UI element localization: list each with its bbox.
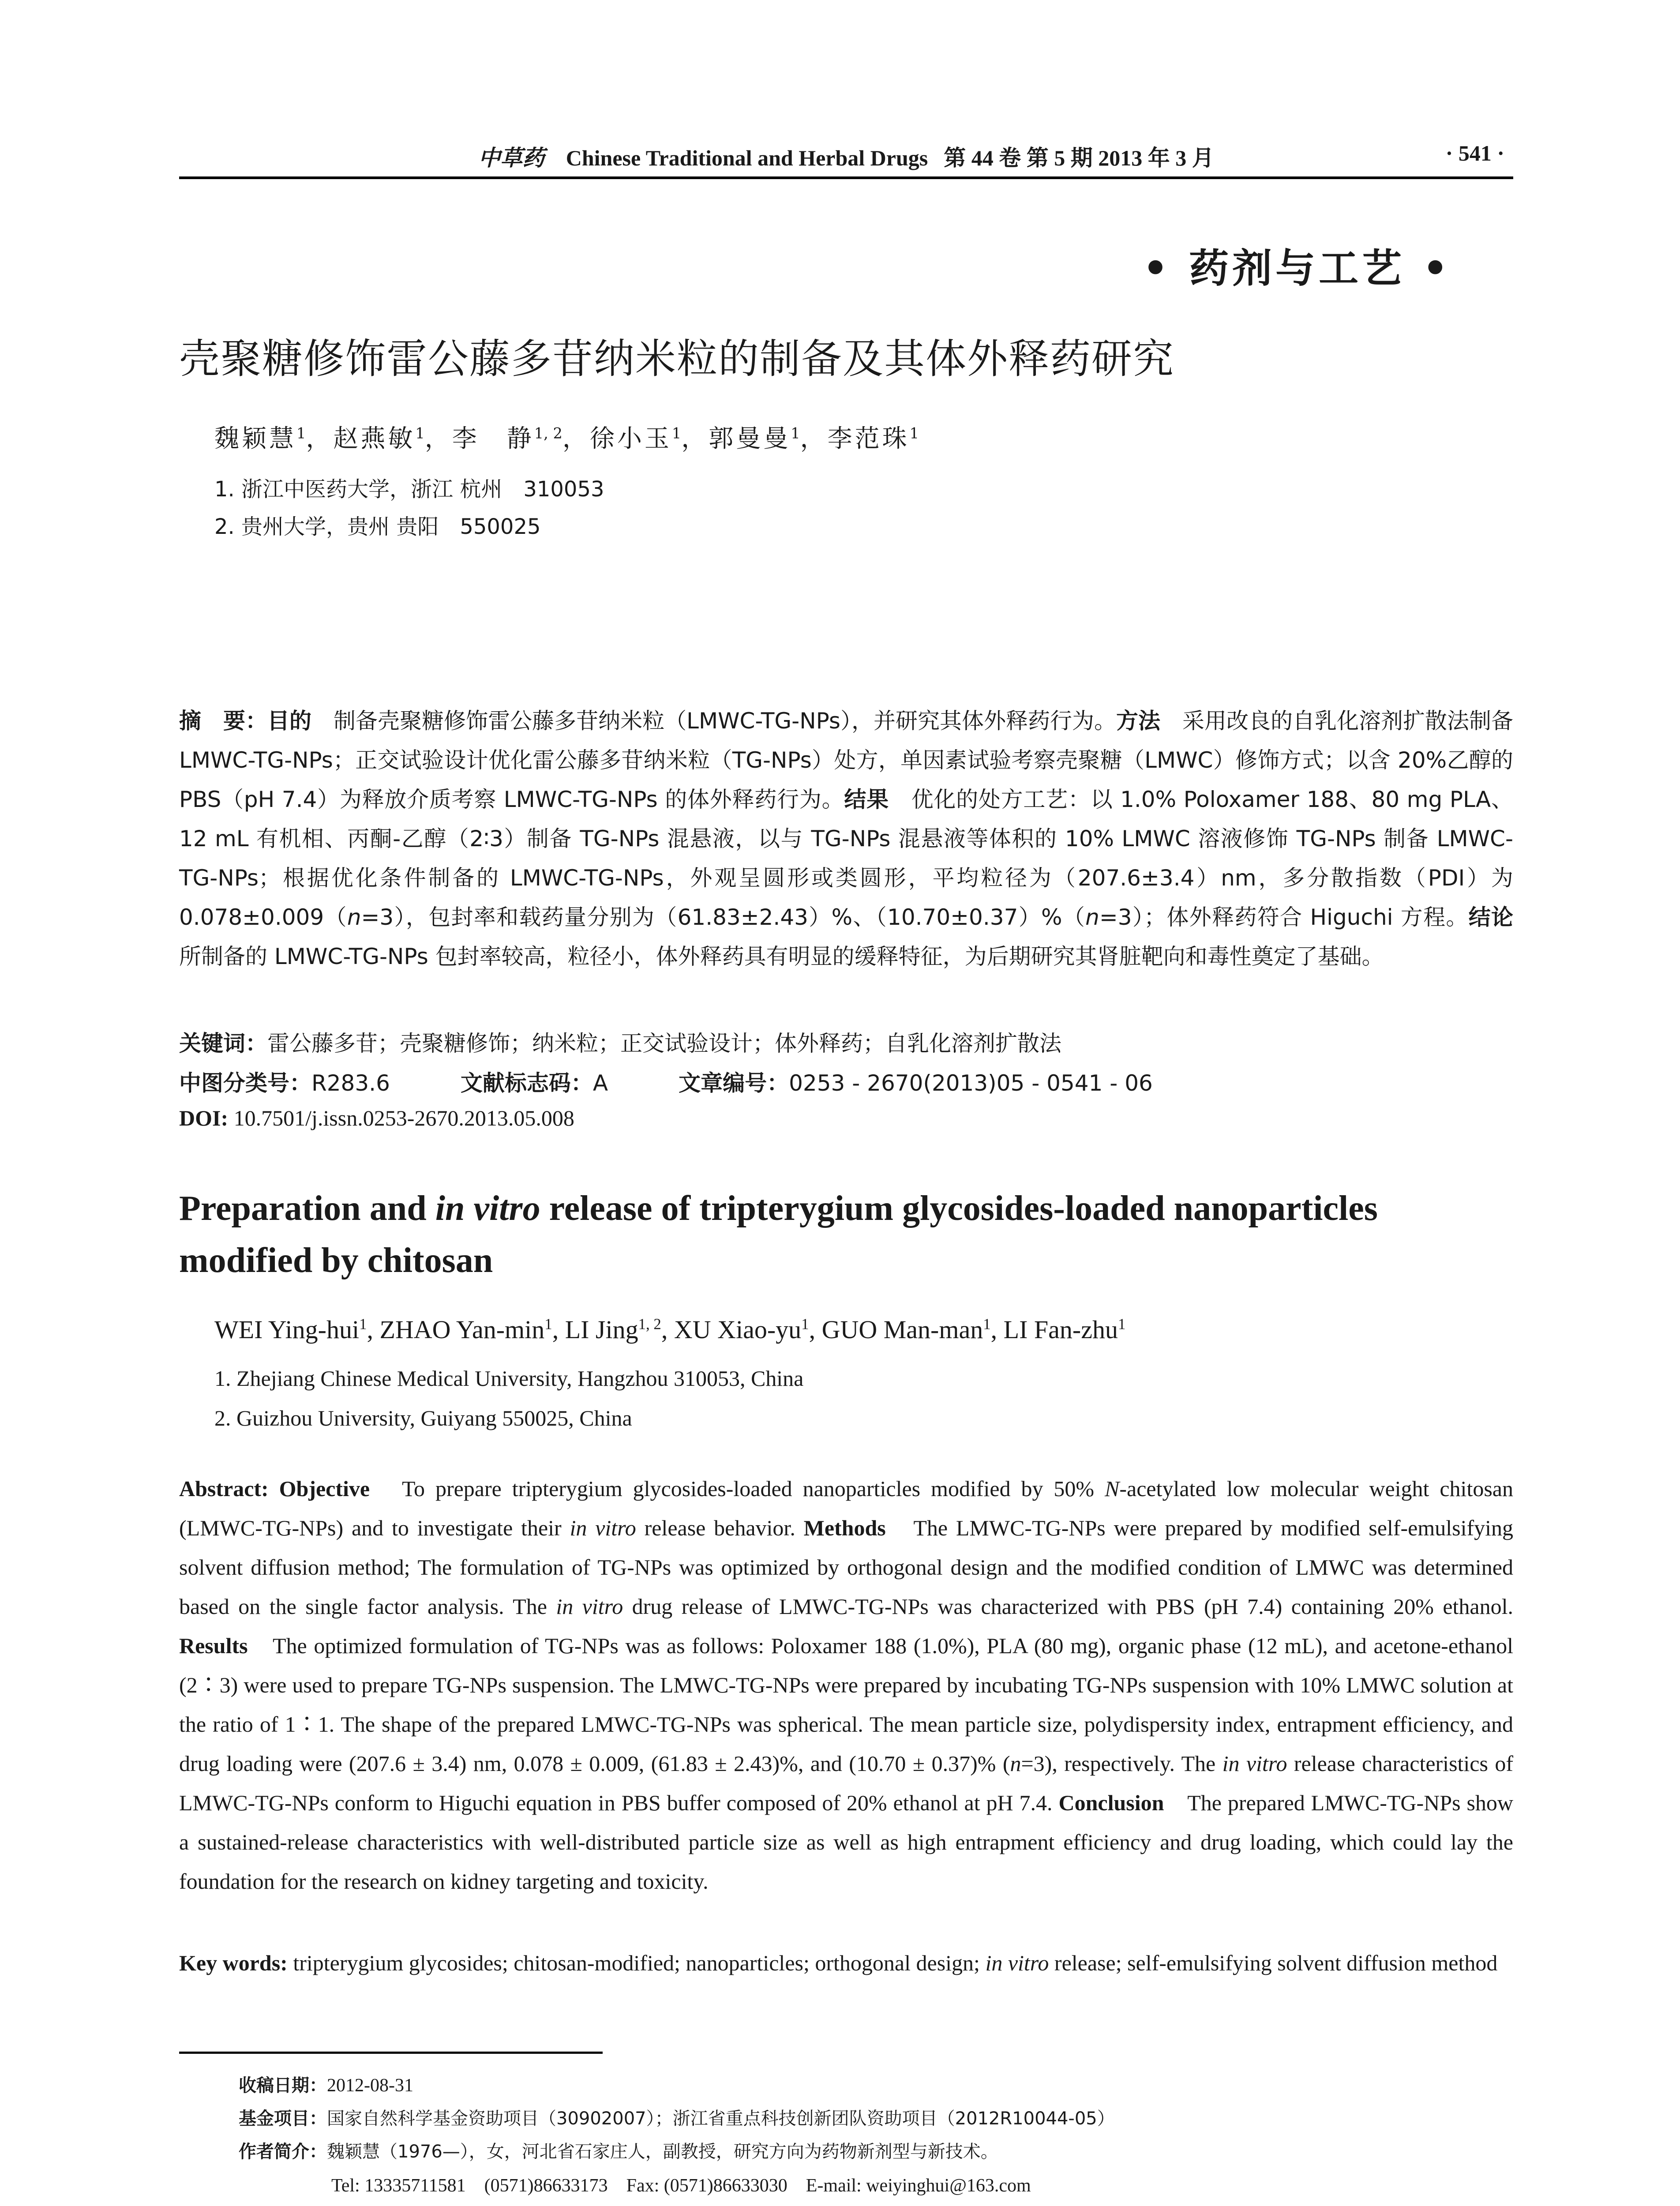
abstract-cn-label: 摘 要： bbox=[179, 708, 268, 734]
n-symbol: n bbox=[1010, 1751, 1021, 1776]
affiliation-en-1: 1. Zhejiang Chinese Medical University, Hangzhou 310053, China bbox=[214, 1366, 804, 1391]
authors-en: WEI Ying-hui$^1$, ZHAO Yan-$\min^1$, LI Jing$^{1, 2}$, XU Xiao-$yu^1$, GUO Man-man$^1$, LI Fan-zhu$^1$ bbox=[214, 1315, 1126, 1344]
received-label: 收稿日期： bbox=[239, 2075, 327, 2096]
abstract-en bbox=[179, 1469, 1513, 1901]
conclusion-label: Conclusion bbox=[1058, 1790, 1164, 1815]
journal-name-en: Chinese Traditional and Herbal Drugs bbox=[566, 146, 928, 170]
methods-label: Methods bbox=[803, 1516, 886, 1540]
results-text: release characteristics of LMWC-TG-NPs conform to Higuchi equation in PBS buffer composed of 20% ethanol at pH 7.4. bbox=[179, 1751, 1513, 1815]
header-journal bbox=[179, 140, 1513, 172]
results-text: The optimized formulation of TG-NPs was as follows: Poloxamer 188 (1.0%), PLA (80 mg), organic phase (12 mL), and acetone-ethanol (2∶3) were used to prepare TG-NPs suspension. The LMWC-TG-NPs were prepared by incubating TG-NPs suspension with 10% LMWC solution at the ratio of 1∶1. The shape of the prepared LMWC-TG-NPs was spherical. The mean particle size, polydispersity index, entrapment efficiency, and drug loading were (207.6 ± 3.4) nm, 0.078 ± 0.009, (61.83 ± 2.43)%, and (10.70 ± 0.37)% ( bbox=[179, 1633, 1513, 1776]
in-vitro-italic: in vitro bbox=[570, 1516, 636, 1540]
title-en-part: release of tripterygium glycosides-loaded nanoparticles modified by chitosan bbox=[179, 1189, 1378, 1280]
results-text: =3），包封率和载药量分别为（61.83±2.43）%、（10.70±0.37）%（ bbox=[361, 904, 1086, 930]
doc-code-label: 文献标志码： bbox=[460, 1070, 593, 1096]
author-name: 魏颖慧 bbox=[214, 424, 296, 453]
page-number: · 541 · bbox=[1445, 141, 1504, 165]
doi-label: DOI: bbox=[179, 1106, 229, 1130]
objective-text: 制备壳聚糖修饰雷公藤多苷纳米粒（LMWC-TG-NPs），并研究其体外释药行为。 bbox=[334, 708, 1116, 734]
volume-issue: 第 44 卷 第 5 期 2013 年 3 月 bbox=[944, 146, 1214, 170]
clc-label: 中图分类号： bbox=[179, 1070, 311, 1096]
n-symbol: N bbox=[1105, 1476, 1120, 1501]
author-name: 李范珠 bbox=[827, 424, 910, 453]
author-name: GUO Man-man bbox=[821, 1315, 983, 1344]
author-affiliation-mark: 1 bbox=[801, 1315, 809, 1333]
author-affiliation-mark: 1, 2 bbox=[638, 1315, 661, 1333]
author-bio-label: 作者简介： bbox=[239, 2142, 327, 2162]
keywords-cn-text: 雷公藤多苷；壳聚糖修饰；纳米粒；正交试验设计；体外释药；自乳化溶剂扩散法 bbox=[267, 1031, 1061, 1056]
results-text: =3), respectively. The bbox=[1021, 1751, 1222, 1776]
article-number-label: 文章编号： bbox=[679, 1070, 789, 1096]
article-number-value: 0253 - 2670(2013)05 - 0541 - 06 bbox=[789, 1070, 1153, 1096]
footnote-fund bbox=[239, 2105, 1115, 2130]
conclusion-text: 所制备的 LMWC-TG-NPs 包封率较高，粒径小，体外释药具有明显的缓释特征，为后期研究其肾脏靶向和毒性奠定了基础。 bbox=[179, 944, 1384, 969]
clc-value: R283.6 bbox=[311, 1070, 390, 1096]
footnote-author bbox=[239, 2138, 998, 2163]
author-bio-text: 魏颖慧（1976—），女，河北省石家庄人，副教授，研究方向为药物新剂型与新技术。 bbox=[327, 2142, 998, 2162]
keywords-cn bbox=[179, 1026, 1061, 1058]
n-symbol: n bbox=[347, 904, 361, 930]
author-affiliation-mark: 1 bbox=[983, 1315, 991, 1333]
doc-code-value: A bbox=[592, 1070, 608, 1096]
title-en-italic: in vitro bbox=[435, 1189, 540, 1228]
objective-text: To prepare tripterygium glycosides-loaded nanoparticles modified by 50% bbox=[401, 1476, 1105, 1501]
objective-label: 目的 bbox=[267, 708, 312, 734]
results-text: =3）；体外释药符合 Higuchi 方程。 bbox=[1099, 904, 1469, 930]
fund-text: 国家自然科学基金资助项目（30902007）；浙江省重点科技创新团队资助项目（2012R10044-05） bbox=[327, 2108, 1115, 2129]
classification-line bbox=[179, 1065, 1223, 1097]
author-name: 李 静 bbox=[452, 424, 534, 453]
keywords-en-label: Key words: bbox=[179, 1951, 288, 1975]
title-cn: 壳聚糖修饰雷公藤多苷纳米粒的制备及其体外释药研究 bbox=[179, 335, 1175, 383]
keywords-en-text: release; self-emulsifying solvent diffusion method bbox=[1049, 1951, 1498, 1975]
running-header bbox=[179, 132, 1513, 179]
methods-text: 采用改良的自乳化溶剂扩散法制备 LMWC-TG-NPs；正交试验设计优化雷公藤多苷纳米粒（TG-NPs）处方，单因素试验考察壳聚糖（LMWC）修饰方式；以含 20%乙醇的 PBS（pH 7.4）为释放介质考察 LMWC-TG-NPs 的体外释药行为。 bbox=[179, 708, 1514, 812]
author-affiliation-mark: 1 bbox=[544, 1315, 552, 1333]
author-name: 郭曼曼 bbox=[709, 424, 791, 453]
author-name: 徐小玉 bbox=[589, 424, 672, 453]
footnote-received bbox=[239, 2071, 413, 2097]
objective-text: release behavior. bbox=[636, 1516, 795, 1540]
author-affiliation-mark: 1 bbox=[671, 424, 682, 442]
fund-label: 基金项目： bbox=[239, 2108, 327, 2129]
methods-text: The LMWC-TG-NPs were prepared by modified self-emulsifying solvent diffusion method; The formulation of TG-NPs was optimized by orthogonal design and the modified condition of LMWC was determined based on the single factor analysis. The bbox=[179, 1516, 1514, 1619]
methods-text: drug release of LMWC-TG-NPs was characterized with PBS (pH 7.4) containing 20% ethanol. bbox=[623, 1594, 1513, 1619]
results-text: 优化的处方工艺：以 1.0% Poloxamer 188、80 mg PLA、12 mL 有机相、丙酮-乙醇（2∶3）制备 TG-NPs 混悬液，以与 TG-NPs 混悬液等体积的 10% LMWC 溶液修饰 TG-NPs 制备 LMWC-TG-NPs；根据优化条件制备的 LMWC-TG-NPs，外观呈圆形或类圆形，平均粒径为（207.6±3.4）nm，多分散指数（PDI）为 0.078±0.009（ bbox=[179, 787, 1514, 930]
author-affiliation-mark: 1 bbox=[359, 1315, 367, 1333]
contact-info: Tel: 13335711581 (0571)86633173 Fax: (0571)86633030 E-mail: weiyinghui@163.com bbox=[331, 2176, 1031, 2196]
doi-line bbox=[179, 1105, 574, 1131]
author-name: ZHAO Yan-min bbox=[379, 1315, 545, 1344]
in-vitro-italic: in vitro bbox=[1222, 1751, 1287, 1776]
methods-label: 方法 bbox=[1116, 708, 1160, 734]
results-label: Results bbox=[179, 1633, 248, 1658]
conclusion-text: The prepared LMWC-TG-NPs show a sustained-release characteristics with well-distributed particle size as well as high entrapment efficiency and drug loading, which could lay the foundation for the research on kidney targeting and toxicity. bbox=[179, 1790, 1514, 1894]
keywords-en-text: tripterygium glycosides; chitosan-modified; nanoparticles; orthogonal design; bbox=[293, 1951, 986, 1975]
affiliation-en-2: 2. Guizhou University, Guiyang 550025, China bbox=[214, 1406, 632, 1430]
affiliation-cn-2: 2. 贵州大学，贵州 贵阳 550025 bbox=[214, 514, 541, 539]
affiliation-cn-1: 1. 浙江中医药大学，浙江 杭州 310053 bbox=[214, 477, 604, 502]
author-affiliation-mark: 1 bbox=[791, 424, 800, 442]
doi-value: 10.7501/j.issn.0253-2670.2013.05.008 bbox=[233, 1106, 574, 1130]
footnote-divider bbox=[179, 2052, 603, 2054]
footnote-contact bbox=[331, 2171, 1031, 2197]
author-affiliation-mark: 1 bbox=[1118, 1315, 1126, 1333]
author-name: XU Xiao-yu bbox=[674, 1315, 802, 1344]
footnote-online bbox=[239, 2204, 1110, 2206]
keywords-cn-label: 关键词： bbox=[179, 1031, 267, 1056]
n-symbol: n bbox=[1085, 904, 1099, 930]
keywords-en bbox=[179, 1943, 1513, 1983]
author-name: LI Fan-zhu bbox=[1003, 1315, 1118, 1344]
author-affiliation-mark: 1 bbox=[415, 424, 425, 442]
in-vitro-italic: in vitro bbox=[556, 1594, 623, 1619]
author-affiliation-mark: 1 bbox=[909, 424, 919, 442]
author-affiliation-mark: 1 bbox=[296, 424, 306, 442]
title-en-part: Preparation and bbox=[179, 1189, 435, 1228]
section-label: • 药剂与工艺 • bbox=[1143, 245, 1451, 292]
author-affiliation-mark: 1, 2 bbox=[534, 424, 562, 442]
in-vitro-italic: in vitro bbox=[985, 1951, 1049, 1975]
results-label: 结果 bbox=[844, 787, 889, 812]
conclusion-label: 结论 bbox=[1468, 904, 1514, 930]
author-name: 赵燕敏 bbox=[333, 424, 416, 453]
received-date: 2012-08-31 bbox=[327, 2075, 413, 2096]
authors-cn: 魏颖慧$^1$，赵燕敏$^1$，李 静$^{1, 2}$，徐小玉$^1$，郭曼曼$^1$，李范珠$^1$ bbox=[214, 424, 919, 453]
objective-text: -acetylated low molecular weight chitosan (LMWC-TG-NPs) and to investigate their bbox=[179, 1476, 1513, 1540]
title-en bbox=[179, 1182, 1513, 1287]
journal-name-cn: 中草药 bbox=[478, 146, 545, 170]
author-name: LI Jing bbox=[565, 1315, 638, 1344]
abstract-en-label: Abstract: Objective bbox=[179, 1476, 370, 1501]
abstract-cn bbox=[179, 702, 1513, 976]
author-name: WEI Ying-hui bbox=[214, 1315, 360, 1344]
